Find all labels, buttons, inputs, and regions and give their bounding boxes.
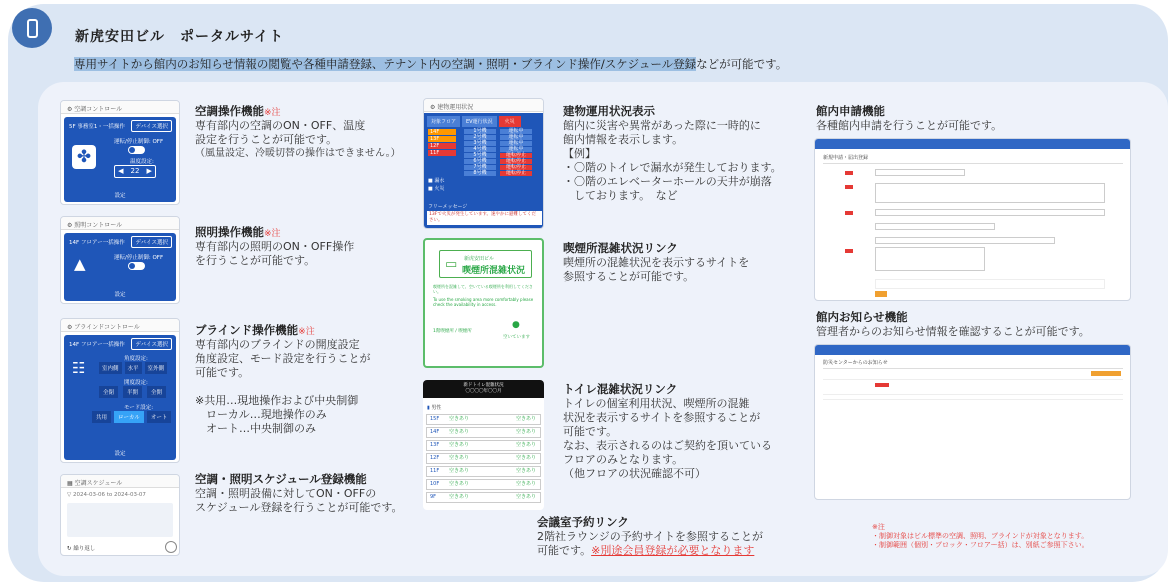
notice-title: 館内お知らせ機能 xyxy=(816,310,908,324)
toilet-status: 空きあり xyxy=(449,416,470,422)
smoking-title-box xyxy=(439,250,532,278)
elevator-cell: 1号機 xyxy=(464,129,496,134)
toilet-row[interactable] xyxy=(426,492,541,503)
open-closed-button[interactable]: 全閉 xyxy=(99,386,118,398)
blind-icon: ☷ xyxy=(72,359,86,377)
tab-fire[interactable]: 火災 xyxy=(499,116,521,127)
blind-title: ブラインド操作機能※注 xyxy=(195,323,315,337)
elevator-column xyxy=(464,129,496,177)
toilet-status: 空きあり xyxy=(515,442,536,448)
toilet-status: 空きあり xyxy=(515,429,536,435)
toilet-floor: 11F xyxy=(430,468,440,474)
free-message-label: フリーメッセージ xyxy=(428,204,468,210)
aircon-panel xyxy=(60,100,180,205)
smartphone-icon xyxy=(12,8,52,48)
mode-label: モード設定: xyxy=(124,405,154,411)
floor-cell: 11F xyxy=(428,150,456,156)
blind-desc: 専有部内のブラインドの開度設定 角度設定、モード設定を行うことが 可能です。 ※共用…現地操作および中央制御 ローカル…現地操作のみ オート…中央制御のみ xyxy=(195,338,371,435)
free-message: 13Fで火災が発生しています。速やかに避難してください。 xyxy=(427,211,542,225)
power-toggle[interactable] xyxy=(128,262,145,270)
tab-floor[interactable]: 対象フロア xyxy=(427,116,460,127)
toilet-column-header: ▮ 男性 xyxy=(427,405,442,411)
meeting-title: 会議室予約リンク xyxy=(537,515,629,529)
elevator-status-cell: 運転中 xyxy=(500,147,532,152)
temp-stepper[interactable]: ◀ 22 ▶ xyxy=(114,165,156,178)
toilet-panel-header: 新ドトイレ混雑状況 〇〇〇〇年〇〇月 xyxy=(423,380,544,398)
toilet-status: 空きあり xyxy=(449,429,470,435)
schedule-title: 空調・照明スケジュール登録機能 xyxy=(195,472,367,486)
angle-outdoor-button[interactable]: 室外側 xyxy=(145,362,168,374)
toilet-floor: 12F xyxy=(430,455,440,461)
toilet-floor: 9F xyxy=(430,494,437,500)
smoking-en-note: To use the smoking area more comfortably please check the availability in access. xyxy=(433,297,534,307)
open-full-button[interactable]: 全開 xyxy=(147,386,166,398)
application-title: 館内申請機能 xyxy=(816,104,885,118)
device-select-button[interactable]: デバイス選択 xyxy=(131,236,172,248)
angle-buttons xyxy=(99,362,167,374)
application-field[interactable] xyxy=(875,223,995,230)
elevator-cell: 3号機 xyxy=(464,141,496,146)
toilet-row[interactable] xyxy=(426,466,541,477)
toilet-status: 空きあり xyxy=(449,494,470,500)
set-button[interactable]: 設定 xyxy=(114,451,126,457)
lamp-icon: ▲ xyxy=(74,255,86,273)
blind-floor-label: 14F フロアー一括操作 xyxy=(69,342,125,348)
elevator-status-cell: 運転中 xyxy=(500,135,532,140)
footnote: ※注 ・制御対象はビル標準の空調、照明、ブラインドが対象となります。 ・制御範囲（個別・ブロック・フロアー括）は、別紙ご参照下さい。 xyxy=(872,523,1089,549)
meeting-desc: 2階社ラウンジの予約サイトを参照することが 可能です。※別途会員登録が必要となります xyxy=(537,530,763,557)
notice-screenshot xyxy=(814,344,1131,500)
schedule-range: ▽ 2024-03-06 to 2024-03-07 xyxy=(67,492,146,498)
notice-row[interactable] xyxy=(823,379,1123,395)
status-column xyxy=(500,129,532,177)
aircon-floor-label: 5F 事務室1・一括操作 xyxy=(69,124,125,130)
elevator-status-cell: 運転停止 xyxy=(500,153,532,158)
angle-label: 角度設定: xyxy=(124,356,148,362)
lighting-title: 照明操作機能※注 xyxy=(195,225,281,239)
notice-section-title: 防災センターからのお知らせ xyxy=(823,360,888,366)
building-panel-header: ⚙ 建物運用状況 xyxy=(424,99,543,112)
repeat-toggle[interactable]: ↻ 繰り返し xyxy=(67,546,96,552)
tab-elevator[interactable]: EV運行状況 xyxy=(462,116,497,127)
mode-buttons xyxy=(92,411,171,423)
elevator-cell: 5号機 xyxy=(464,153,496,158)
toilet-status: 空きあり xyxy=(515,416,536,422)
temp-label: 温度設定: xyxy=(130,159,154,165)
smoking-building-label: 新虎安田ビル xyxy=(464,256,495,262)
run-stop-label: 運転/停止制御: OFF xyxy=(114,255,164,261)
fan-icon: ✤ xyxy=(72,145,96,169)
smoking-name: 喫煙所混雑状況 xyxy=(462,266,526,276)
toilet-row[interactable] xyxy=(426,414,541,425)
mode-shared-button[interactable]: 共用 xyxy=(92,411,111,423)
smoking-title: 喫煙所混雑状況リンク xyxy=(563,241,678,255)
elevator-cell: 8号機 xyxy=(464,171,496,176)
toilet-title: トイレ混雑状況リンク xyxy=(563,382,678,396)
toilet-status: 空きあり xyxy=(515,468,536,474)
open-label: 開度設定: xyxy=(124,380,148,386)
smoking-desc: 喫煙所の混雑状況を表示するサイトを 参照することが可能です。 xyxy=(563,256,750,283)
smoking-area-label: 1階喫煙所 / 喫煙所 xyxy=(433,329,472,334)
toilet-floor: 13F xyxy=(430,442,440,448)
toilet-status: 空きあり xyxy=(449,468,470,474)
smoking-panel xyxy=(423,238,544,368)
aircon-desc: 専有部内の空調のON・OFF、温度 設定を行うことが可能です。 （風量設定、冷暖切替の操作はできません。） xyxy=(195,119,401,159)
toilet-panel xyxy=(423,380,544,510)
smoking-jp-note: 喫煙所を混雑して、空いている喫煙所を利用してください。 xyxy=(433,284,533,294)
application-field[interactable] xyxy=(875,169,965,176)
elevator-status-cell: 運転停止 xyxy=(500,159,532,164)
notice-desc: 管理者からのお知らせ情報を確認することが可能です。 xyxy=(816,325,1090,338)
application-desc: 各種館内申請を行うことが可能です。 xyxy=(816,119,1003,132)
toilet-status: 空きあり xyxy=(449,442,470,448)
member-registration-note: ※別途会員登録が必要となります xyxy=(591,544,755,557)
toilet-floor: 10F xyxy=(430,481,440,487)
schedule-panel-header: ▦ 空調スケジュール xyxy=(61,475,179,488)
blind-panel xyxy=(60,318,180,463)
building-title: 建物運用状況表示 xyxy=(563,104,655,118)
add-icon[interactable] xyxy=(165,541,177,553)
floor-cell: 13F xyxy=(428,136,456,142)
building-desc: 館内に災害や異常があった際に一時的に 館内情報を表示します。 【例】 ・〇階のトイレで漏水が発生しております。 ・〇階のエレベーターホールの天井が崩落 しております。 など xyxy=(563,119,782,202)
toilet-status: 空きあり xyxy=(515,494,536,500)
person-icon: ● xyxy=(512,320,520,330)
page-description: 専用サイトから館内のお知らせ情報の閲覧や各種申請登録、テナント内の空調・照明・ブラインド操作/スケジュール登録などが可能です。 xyxy=(74,57,788,71)
application-section-title: 新規申請・届出登録 xyxy=(823,155,869,161)
application-app-bar xyxy=(815,139,1131,149)
application-textarea[interactable] xyxy=(875,247,985,271)
lighting-panel-header: ⚙ 照明コントロール xyxy=(61,217,179,230)
toilet-status: 空きあり xyxy=(449,481,470,487)
building-status-panel xyxy=(423,98,544,229)
aircon-title: 空調操作機能※注 xyxy=(195,104,281,118)
monitor-icon: ▭ xyxy=(445,257,458,272)
building-legend: ■ 漏水 ■ 火災 xyxy=(428,178,445,192)
schedule-panel xyxy=(60,474,180,556)
elevator-cell: 6号機 xyxy=(464,159,496,164)
elevator-cell: 4号機 xyxy=(464,147,496,152)
angle-indoor-button[interactable]: 室内側 xyxy=(99,362,122,374)
floor-cell xyxy=(428,164,456,170)
open-half-button[interactable]: 半開 xyxy=(123,386,142,398)
lighting-floor-label: 14F フロアー一括操作 xyxy=(69,240,125,246)
toilet-row[interactable] xyxy=(426,479,541,490)
power-toggle[interactable] xyxy=(128,146,145,154)
aircon-panel-header: ⚙ 空調コントロール xyxy=(61,101,179,114)
application-screenshot xyxy=(814,138,1131,301)
lighting-desc: 専有部内の照明のON・OFF操作 を行うことが可能です。 xyxy=(195,240,355,267)
floor-column xyxy=(428,129,456,178)
toilet-status: 空きあり xyxy=(449,455,470,461)
elevator-status-cell: 運転中 xyxy=(500,141,532,146)
device-select-button[interactable]: デバイス選択 xyxy=(131,120,172,132)
toilet-rows xyxy=(426,414,541,505)
notice-app-bar xyxy=(815,345,1131,355)
toilet-floor: 15F xyxy=(430,416,440,422)
run-stop-label: 運転/停止制御: OFF xyxy=(114,139,164,145)
floor-cell xyxy=(428,157,456,163)
set-button[interactable]: 設定 xyxy=(114,292,126,298)
elevator-cell: 7号機 xyxy=(464,165,496,170)
toilet-status: 空きあり xyxy=(515,455,536,461)
lighting-panel xyxy=(60,216,180,304)
application-field[interactable] xyxy=(875,237,1055,244)
floor-cell: 12F xyxy=(428,143,456,149)
elevator-cell: 2号機 xyxy=(464,135,496,140)
toilet-row[interactable] xyxy=(426,427,541,438)
blind-panel-header: ⚙ ブラインドコントロール xyxy=(61,319,179,332)
floor-cell: 14F xyxy=(428,129,456,135)
application-submit-button[interactable] xyxy=(875,291,887,297)
building-tabs xyxy=(427,116,521,127)
elevator-status-cell: 運転停止 xyxy=(500,171,532,176)
smoking-status: 空いています xyxy=(503,335,530,340)
page-title: 新虎安田ビル ポータルサイト xyxy=(75,29,285,45)
application-attachment[interactable] xyxy=(875,279,1105,289)
application-textarea[interactable] xyxy=(875,183,1105,203)
mode-auto-button[interactable]: オート xyxy=(147,411,172,423)
schedule-desc: 空調・照明設備に対してON・OFFの スケジュール登録を行うことが可能です。 xyxy=(195,487,403,514)
application-field[interactable] xyxy=(875,209,1105,216)
toilet-row[interactable] xyxy=(426,440,541,451)
elevator-status-cell: 運転停止 xyxy=(500,165,532,170)
open-buttons xyxy=(99,386,166,398)
schedule-calendar[interactable] xyxy=(67,503,173,537)
toilet-floor: 14F xyxy=(430,429,440,435)
toilet-row[interactable] xyxy=(426,453,541,464)
mode-local-button[interactable]: ローカル xyxy=(114,411,144,423)
set-button[interactable]: 設定 xyxy=(114,193,126,199)
device-select-button[interactable]: デバイス選択 xyxy=(131,338,172,350)
angle-horizontal-button[interactable]: 水平 xyxy=(125,362,142,374)
elevator-status-cell: 運転中 xyxy=(500,129,532,134)
toilet-desc: トイレの個室利用状況、喫煙所の混雑 状況を表示するサイトを参照することが 可能です。 なお、表示されるのはご契約を頂いている フロアのみとなります。 （他フロアの状況確認不可） xyxy=(563,397,772,480)
notice-filter-button[interactable] xyxy=(1091,371,1121,376)
toilet-status: 空きあり xyxy=(515,481,536,487)
